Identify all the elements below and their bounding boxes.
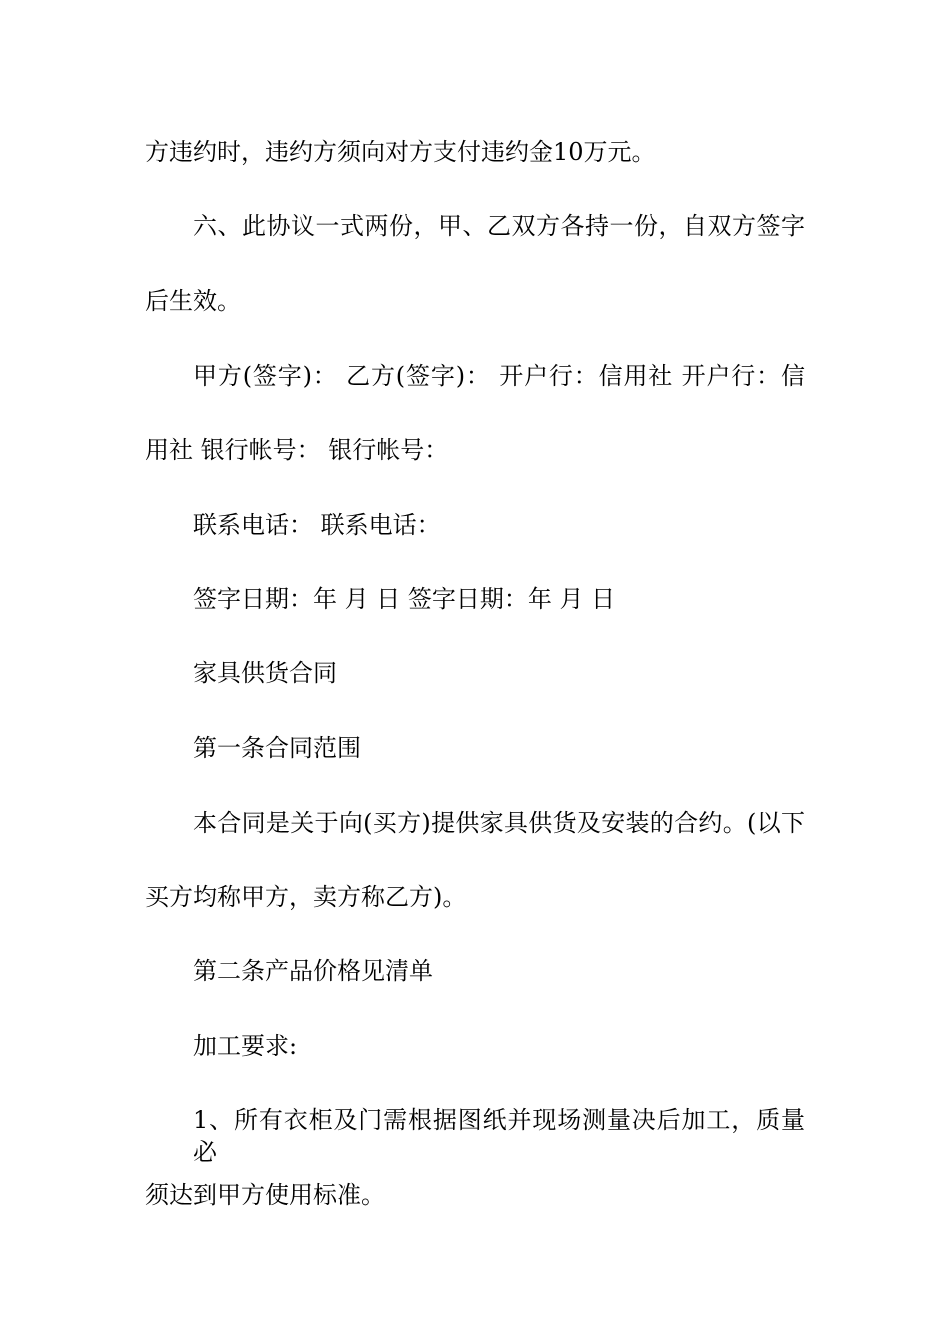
section-title: 家具供货合同 bbox=[193, 659, 337, 687]
text-line: 须达到甲方使用标准。 bbox=[145, 1181, 385, 1209]
text-line: 后生效。 bbox=[145, 287, 241, 315]
text-line: 联系电话： 联系电话： bbox=[193, 511, 441, 539]
text-line: 本合同是关于向(买方)提供家具供货及安装的合约。(以下 bbox=[193, 809, 805, 837]
text-line: 六、此协议一式两份，甲、乙双方各持一份，自双方签字 bbox=[193, 212, 805, 240]
text-line: 用社 银行帐号： 银行帐号： bbox=[145, 436, 449, 464]
text-line: 签字日期：年 月 日 签字日期：年 月 日 bbox=[193, 585, 616, 613]
clause-heading: 第二条产品价格见清单 bbox=[193, 957, 433, 985]
clause-heading: 第一条合同范围 bbox=[193, 734, 361, 762]
text-line: 加工要求: bbox=[193, 1032, 298, 1060]
text-line: 1、所有衣柜及门需根据图纸并现场测量决后加工，质量必 bbox=[193, 1106, 805, 1166]
text-line: 方违约时，违约方须向对方支付违约金10万元。 bbox=[145, 138, 656, 166]
text-line: 甲方(签字)： 乙方(签字)： 开户行：信用社 开户行：信 bbox=[193, 362, 805, 390]
text-line: 买方均称甲方，卖方称乙方)。 bbox=[145, 883, 467, 911]
